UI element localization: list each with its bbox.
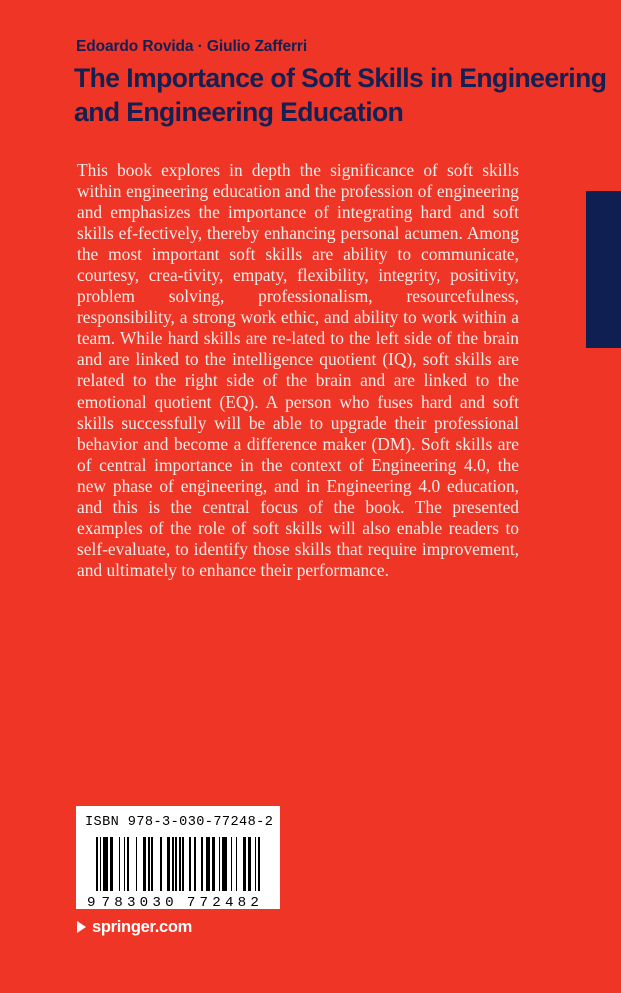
barcode-bars [85,837,271,891]
book-title [74,62,607,130]
springer-wordmark: springer.com [92,918,193,936]
book-description: This book explores in depth the significance of soft skills within engineering education and the profession of engineering and emphasizes the importance of integrating hard and soft skills ef-fectively, thereby enhancing personal acumen. Among the most important soft skills are ability to communicate, courtesy, crea-tivity, empaty, flexibility, integrity, positivity, problem solving, professionalism, resourcefulness, responsibility, a strong work ethic, and ability to work within a team. While hard skills are re-lated to the left side of the brain and are linked to the intelligence quotient (IQ), soft skills are related to the right side of the brain and are linked to the emotional quotient (EQ). A person who fuses hard and soft skills successfully will be able to upgrade their professional behavior and become a difference maker (DM). Soft skills are of central importance in the context of Engineering 4.0, the new phase of engineering, and in Engineering 4.0 education, and this is the central focus of the book. The presented examples of the role of soft skills will also enable readers to self-evaluate, to identify those skills that require improvement, and ultimately to enhance their performance. [77,160,519,580]
authors-line: Edoardo Rovida · Giulio Zafferri [76,38,308,55]
book-title-line-1: The Importance of Soft Skills in Engineering [74,63,607,93]
play-triangle-icon [77,921,86,933]
book-title-line-2: and Engineering Education [74,96,404,127]
barcode-digit-lead: 9 [87,894,96,911]
navy-accent-block [586,191,621,348]
barcode-digit-group-2: 772482 [186,894,264,911]
isbn-text: ISBN 978-3-030-77248-2 [85,815,274,830]
barcode-digit-group-1: 783030 [101,894,178,911]
barcode-digits [85,894,271,912]
springer-logo[interactable] [77,919,192,936]
isbn-barcode-box [76,806,280,909]
